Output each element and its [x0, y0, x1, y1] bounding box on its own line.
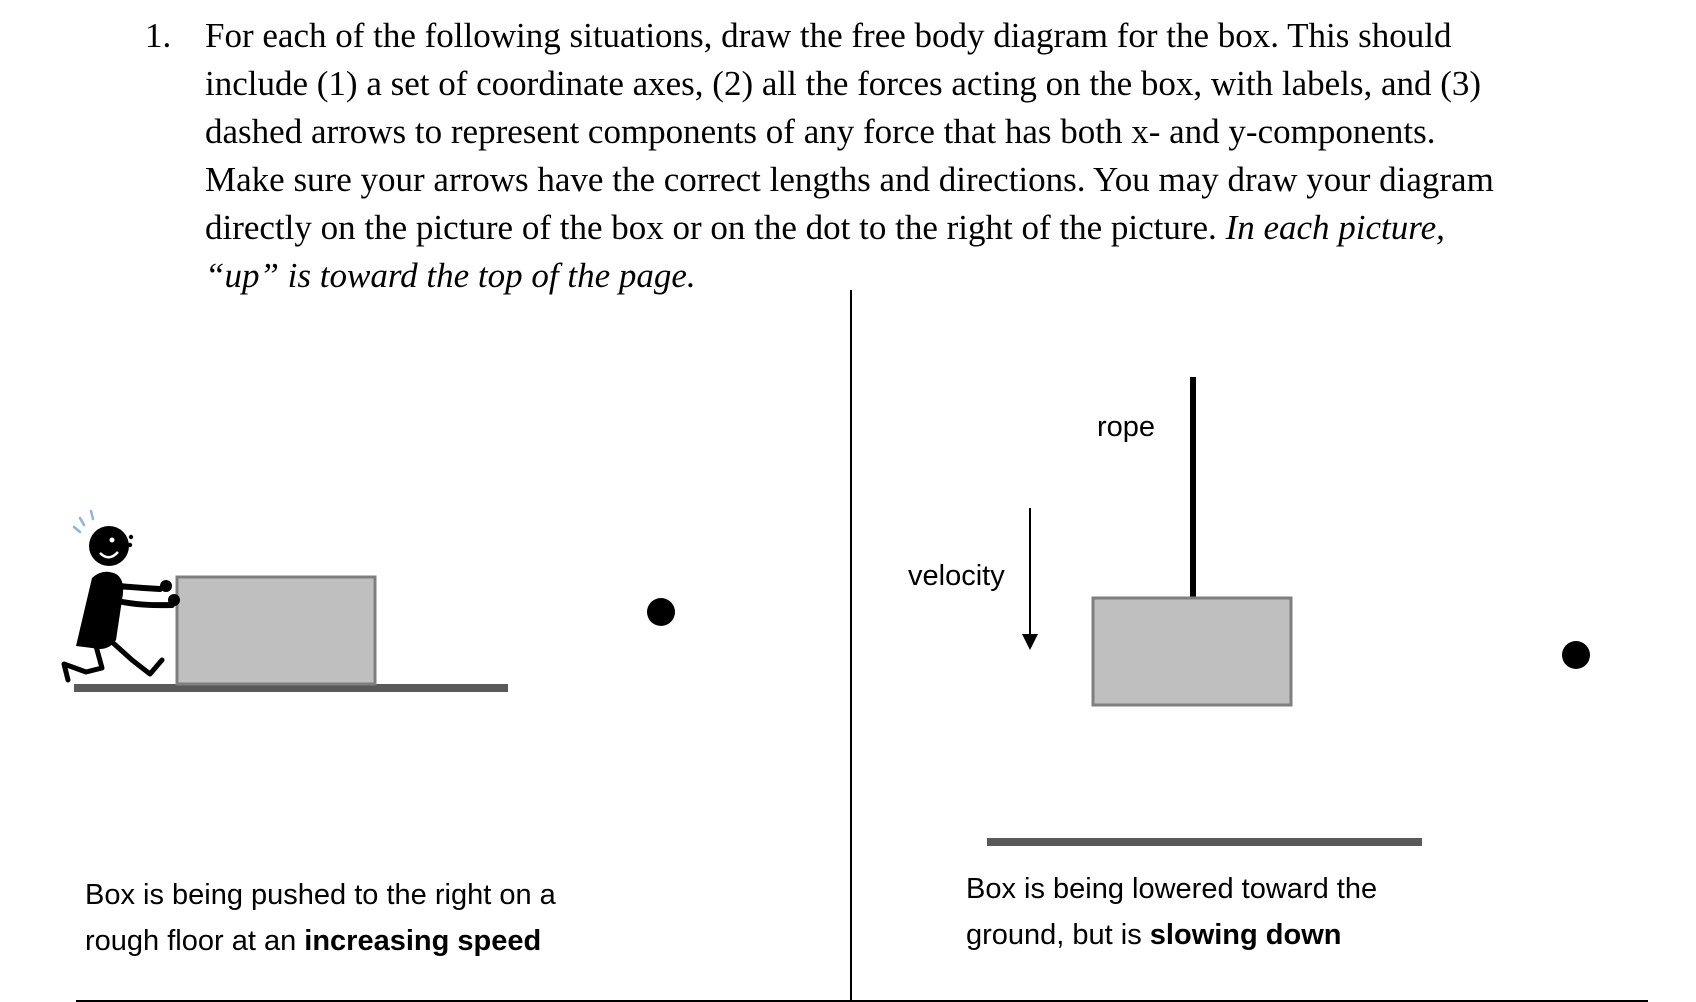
- velocity-arrow-head-icon: [1022, 634, 1038, 650]
- right-caption-line-1: Box is being lowered toward the: [966, 873, 1378, 905]
- person-body: [76, 572, 123, 649]
- left-fbd-dot: [647, 598, 675, 626]
- left-caption-line-2-text: rough floor at an: [85, 925, 305, 957]
- right-fbd-dot: [1562, 641, 1590, 669]
- right-caption-emphasis: slowing down: [1149, 919, 1342, 951]
- right-caption-line-2-text: ground, but is: [966, 919, 1150, 951]
- question-number: 1.: [145, 16, 172, 55]
- rope-line: [1190, 377, 1196, 599]
- question-line-1: For each of the following situations, draw the free body diagram for the box. This should: [205, 16, 1452, 55]
- right-box: [1093, 598, 1291, 705]
- question-line-5-italic: In each picture,: [1225, 208, 1445, 247]
- question-line-3: dashed arrows to represent components of any force that has both x- and y-components.: [205, 112, 1436, 151]
- right-caption: [966, 866, 1377, 958]
- question-line-4: Make sure your arrows have the correct lengths and directions. You may draw your diagram: [205, 160, 1494, 199]
- left-caption-line-2: [85, 918, 556, 964]
- velocity-label: velocity: [908, 560, 1005, 592]
- right-panel-figure: [987, 377, 1590, 846]
- right-caption-line-2: [966, 912, 1377, 958]
- sweat-mark: [80, 518, 84, 525]
- left-caption-emphasis: increasing speed: [304, 925, 542, 957]
- question-line-6-italic: “up” is toward the top of the page.: [205, 256, 696, 295]
- left-box: [177, 577, 375, 684]
- sweat-mark: [91, 511, 93, 519]
- left-caption: [85, 872, 556, 964]
- person-head: [89, 526, 129, 566]
- person-pushing-icon: [64, 511, 180, 680]
- right-ground: [987, 838, 1422, 846]
- question-line-5-text: directly on the picture of the box or on the dot to the right of the picture.: [205, 208, 1226, 247]
- sweat-mark: [74, 527, 80, 532]
- left-caption-line-1: Box is being pushed to the right on a: [85, 879, 556, 911]
- question-line-2: include (1) a set of coordinate axes, (2) all the forces acting on the box, with labels, and (3): [205, 64, 1482, 103]
- rope-label: rope: [1097, 411, 1156, 443]
- left-panel-figure: [64, 511, 675, 692]
